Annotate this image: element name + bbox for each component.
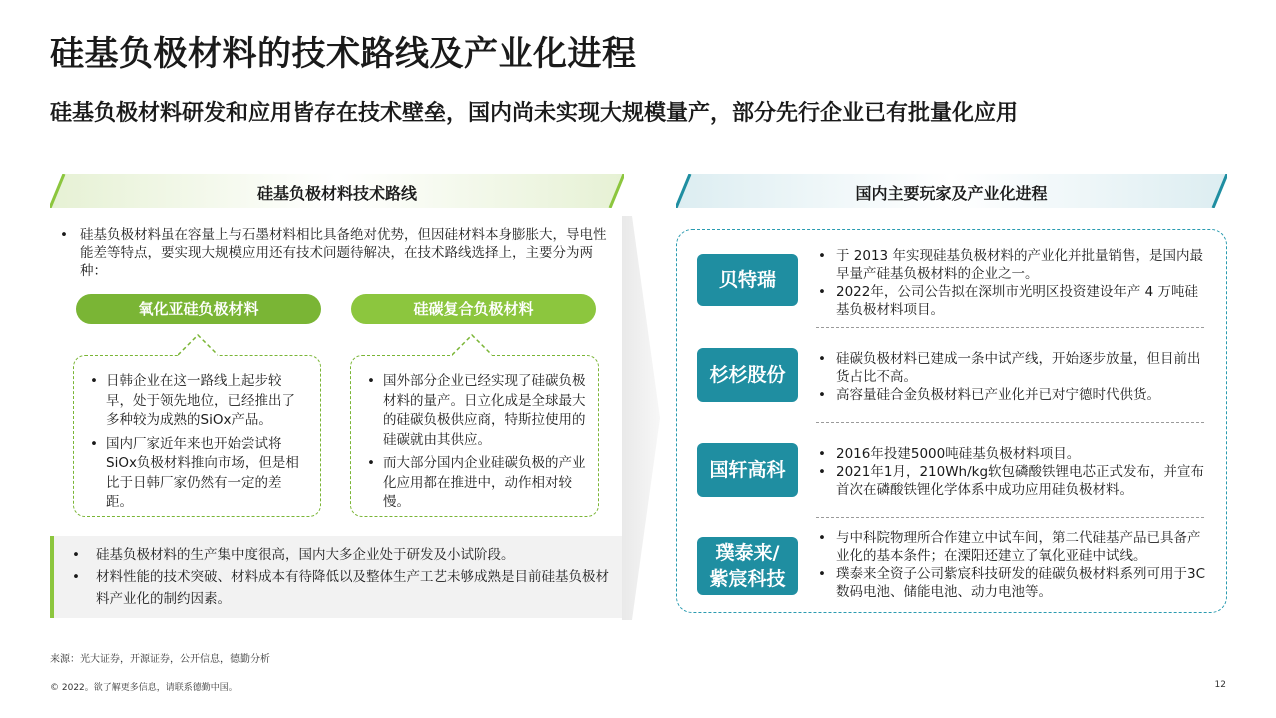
bullet-icon: • xyxy=(818,530,826,546)
page-title: 硅基负极材料的技术路线及产业化进程 xyxy=(50,34,637,74)
player-point: 于 2013 年实现硅基负极材料的产业化并批量销售，是国内最早量产硅基负极材料的企业之一。 xyxy=(836,248,1203,282)
route-pill-si-c: 硅碳复合负极材料 xyxy=(351,294,596,324)
route-point: 国内厂家近年来也开始尝试将SiOx负极材料推向市场，但是相比于日韩厂家仍然有一定的差距。 xyxy=(106,435,299,510)
bullet-icon: • xyxy=(818,351,826,367)
copyright-footer: © 2022。欲了解更多信息，请联系德勤中国。 xyxy=(50,683,238,693)
player-point: 与中科院物理所合作建立中试车间，第二代硅基产品已具备产业化的基本条件；在溧阳还建立了氧化亚硅中试线。 xyxy=(836,530,1201,564)
bullet-icon: • xyxy=(90,373,98,389)
bullet-icon: • xyxy=(72,569,80,585)
source-note: 来源：光大证券，开源证券，公开信息，德勤分析 xyxy=(50,654,270,665)
page-subtitle: 硅基负极材料研发和应用皆存在技术壁垒，国内尚未实现大规模量产，部分先行企业已有批量化应用 xyxy=(50,101,1019,126)
bullet-icon: • xyxy=(818,446,826,462)
bullet-icon: • xyxy=(818,464,826,480)
player-point: 高容量硅合金负极材料已产业化并已对宁德时代供货。 xyxy=(836,387,1160,403)
route-pill-siox: 氧化亚硅负极材料 xyxy=(76,294,321,324)
right-section-header xyxy=(676,174,1227,208)
conclusion-point: 材料性能的技术突破、材料成本有待降低以及整体生产工艺未够成熟是目前硅基负极材料产业化的制约因素。 xyxy=(96,569,609,607)
bullet-icon: • xyxy=(72,547,80,563)
chevron-right-icon xyxy=(622,216,662,620)
player-point: 硅碳负极材料已建成一条中试产线，开始逐步放量，但目前出货占比不高。 xyxy=(836,351,1201,385)
player-desc-shanshan xyxy=(816,350,1208,404)
player-name-line: 紫宸科技 xyxy=(709,568,786,590)
route-point: 日韩企业在这一路线上起步较早，处于领先地位，已经推出了多种较为成熟的SiOx产品。 xyxy=(106,373,295,428)
conclusion-box xyxy=(50,536,622,618)
left-section-title: 硅基负极材料技术路线 xyxy=(256,184,417,203)
callout-notch xyxy=(452,334,492,356)
player-divider xyxy=(816,422,1204,423)
player-point: 2021年1月，210Wh/kg软包磷酸铁锂电芯正式发布，并宣布首次在磷酸铁锂化学体系中成功应用硅负极材料。 xyxy=(836,464,1205,498)
player-name-line: 璞泰来/ xyxy=(715,542,780,564)
player-point: 2022年，公司公告拟在深圳市光明区投资建设年产 4 万吨硅基负极材料项目。 xyxy=(836,284,1199,318)
route-box-siox xyxy=(73,355,321,517)
player-label-btr: 贝特瑞 xyxy=(697,254,798,306)
tech-route-intro xyxy=(58,226,610,280)
route-box-si-c xyxy=(350,355,599,517)
bullet-icon: • xyxy=(367,373,375,389)
player-desc-gotion xyxy=(816,445,1208,499)
page-number: 12 xyxy=(1214,680,1226,690)
bullet-icon: • xyxy=(818,248,826,264)
route-point: 而大部分国内企业硅碳负极的产业化应用都在推进中，动作相对较慢。 xyxy=(383,455,586,510)
player-desc-putailai xyxy=(816,529,1208,601)
player-label-shanshan: 杉杉股份 xyxy=(697,348,798,402)
bullet-icon: • xyxy=(60,227,68,243)
callout-notch xyxy=(178,334,218,356)
bullet-icon: • xyxy=(818,284,826,300)
player-divider xyxy=(816,517,1204,518)
player-divider xyxy=(816,327,1204,328)
player-label-gotion: 国轩高科 xyxy=(697,443,798,497)
bullet-icon: • xyxy=(90,435,98,452)
right-section-title: 国内主要玩家及产业化进程 xyxy=(855,184,1048,203)
route-point: 国外部分企业已经实现了硅碳负极材料的量产。日立化成是全球最大的硅碳负极供应商，特斯拉使用的硅碳就由其供应。 xyxy=(383,373,586,448)
player-desc-btr xyxy=(816,247,1208,319)
player-point: 2016年投建5000吨硅基负极材料项目。 xyxy=(836,446,1081,462)
intro-text: 硅基负极材料虽在容量上与石墨材料相比具备绝对优势，但因硅材料本身膨胀大，导电性能差等特点，要实现大规模应用还有技术问题待解决，在技术路线选择上，主要分为两种： xyxy=(80,227,607,279)
bullet-icon: • xyxy=(367,455,375,471)
bullet-icon: • xyxy=(818,387,826,403)
player-label-putailai xyxy=(697,537,798,595)
left-section-header xyxy=(50,174,624,208)
conclusion-point: 硅基负极材料的生产集中度很高，国内大多企业处于研发及小试阶段。 xyxy=(96,547,515,563)
player-point: 璞泰来全资子公司紫宸科技研发的硅碳负极材料系列可用于3C数码电池、储能电池、动力电池等。 xyxy=(836,566,1206,600)
bullet-icon: • xyxy=(818,566,826,582)
